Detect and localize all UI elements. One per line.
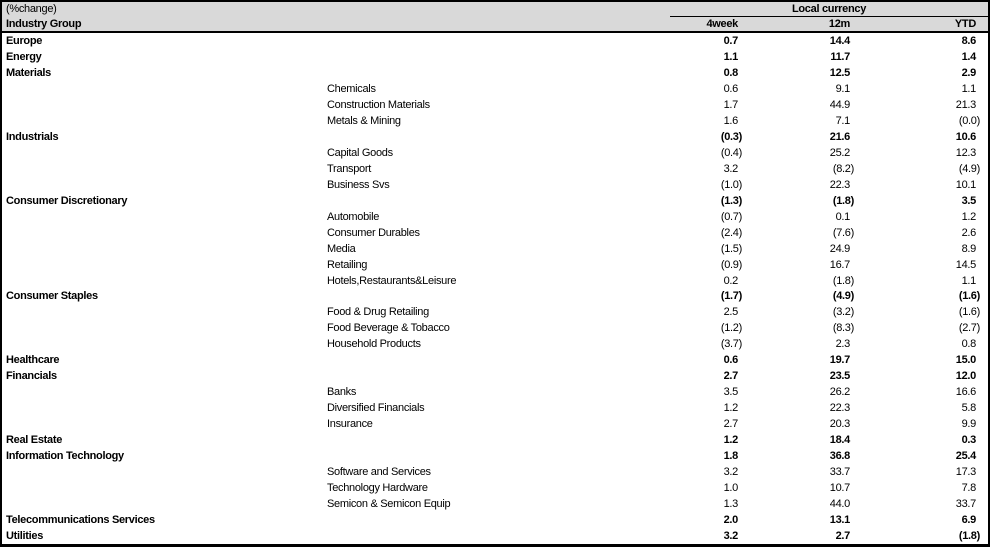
value-cell: 9.9 [961,418,976,431]
value-cell: 0.3 [961,434,976,447]
local-currency-group-header: Local currency [670,2,988,17]
value-cell: (1.7) [720,290,742,303]
value-cell: 0.7 [723,34,738,47]
value-cell: 26.2 [829,386,850,399]
header-row-units [2,2,988,17]
value-cell: 10.7 [829,482,850,495]
table-row [2,129,988,145]
header-row-columns [2,17,988,32]
industry-group-label: Real Estate [6,434,63,447]
value-cell: 1.4 [961,50,976,63]
value-cell: 1.8 [723,450,738,463]
table-row [2,49,988,65]
value-cell: 2.9 [961,66,976,79]
table-row [2,464,988,480]
table-row [2,97,988,113]
table-row [2,145,988,161]
value-cell: (8.2) [832,162,854,175]
table-row [2,289,988,305]
industry-subgroup-label: Food & Drug Retailing [327,306,429,319]
industry-subgroup-label: Semicon & Semicon Equip [327,498,451,511]
value-cell: 14.5 [955,258,976,271]
value-cell: 18.4 [829,434,850,447]
industry-subgroup-label: Diversified Financials [327,402,425,415]
value-cell: 2.7 [723,370,738,383]
value-cell: (0.9) [720,258,742,271]
value-cell: 2.6 [961,226,976,239]
value-cell: 33.7 [955,498,976,511]
value-cell: (4.9) [832,290,854,303]
industry-subgroup-label: Transport [327,162,371,175]
value-cell: (1.6) [958,290,980,303]
value-cell: 16.6 [955,386,976,399]
value-cell: (1.8) [958,530,980,543]
table-row [2,209,988,225]
value-cell: 44.0 [829,498,850,511]
industry-subgroup-label: Banks [327,386,357,399]
value-cell: 2.0 [723,514,738,527]
value-cell: (1.2) [720,322,742,335]
industry-subgroup-label: Hotels,Restaurants&Leisure [327,274,457,287]
value-cell: 1.2 [961,210,976,223]
table-row [2,320,988,336]
table-row [2,432,988,448]
industry-group-label: Materials [6,66,51,79]
industry-group-label: Utilities [6,530,44,543]
value-cell: 0.2 [723,274,738,287]
value-cell: (4.9) [958,162,980,175]
value-cell: 12.5 [829,66,850,79]
industry-subgroup-label: Business Svs [327,178,390,191]
industry-subgroup-label: Household Products [327,338,421,351]
value-cell: 22.3 [829,178,850,191]
industry-subgroup-label: Consumer Durables [327,226,420,239]
value-cell: 20.3 [829,418,850,431]
industry-subgroup-label: Media [327,242,356,255]
value-cell: 1.3 [723,498,738,511]
value-cell: 8.9 [961,242,976,255]
value-cell: 2.7 [723,418,738,431]
table-row [2,81,988,97]
value-cell: 44.9 [829,98,850,111]
value-cell: (0.7) [720,210,742,223]
column-header-ytd: YTD [954,17,976,30]
industry-group-label: Financials [6,370,57,383]
industry-subgroup-label: Food Beverage & Tobacco [327,322,450,335]
value-cell: 1.2 [723,434,738,447]
value-cell: 7.1 [835,114,850,127]
value-cell: 1.2 [723,402,738,415]
industry-subgroup-label: Chemicals [327,82,376,95]
industry-subgroup-label: Metals & Mining [327,114,401,127]
value-cell: 21.6 [829,130,850,143]
value-cell: 1.1 [961,82,976,95]
value-cell: 5.8 [961,402,976,415]
value-cell: 3.2 [723,162,738,175]
value-cell: 25.4 [955,450,976,463]
table-row [2,528,988,544]
value-cell: 0.6 [723,82,738,95]
value-cell: 6.9 [961,514,976,527]
table-row [2,193,988,209]
table-row [2,496,988,512]
industry-subgroup-label: Software and Services [327,466,431,479]
value-cell: 0.8 [961,338,976,351]
value-cell: 2.3 [835,338,850,351]
table-row [2,257,988,273]
value-cell: (0.0) [958,114,980,127]
table-row [2,480,988,496]
value-cell: 3.5 [723,386,738,399]
industry-group-label: Information Technology [6,450,124,463]
value-cell: 3.2 [723,466,738,479]
value-cell: (2.7) [958,322,980,335]
value-cell: 1.1 [723,50,738,63]
value-cell: 25.2 [829,146,850,159]
value-cell: 24.9 [829,242,850,255]
value-cell: (1.8) [832,274,854,287]
value-cell: 1.0 [723,482,738,495]
industry-subgroup-label: Retailing [327,258,368,271]
table-row [2,113,988,129]
value-cell: 12.0 [955,370,976,383]
value-cell: 8.6 [961,34,976,47]
industry-group-label: Energy [6,50,42,63]
value-cell: 3.5 [961,194,976,207]
table-row [2,368,988,384]
value-cell: 14.4 [829,34,850,47]
industry-subgroup-label: Construction Materials [327,98,430,111]
value-cell: 10.1 [955,178,976,191]
table-row [2,512,988,528]
industry-group-column-header: Industry Group [6,17,82,30]
table-body [2,33,988,544]
industry-group-label: Europe [6,34,43,47]
table-row [2,336,988,352]
table-row [2,273,988,289]
industry-group-label: Healthcare [6,354,60,367]
industry-group-label: Consumer Discretionary [6,194,128,207]
value-cell: 17.3 [955,466,976,479]
column-header-12m: 12m [828,17,850,30]
value-cell: 21.3 [955,98,976,111]
table-row [2,352,988,368]
table-header [2,2,988,33]
value-cell: 19.7 [829,354,850,367]
table-row [2,65,988,81]
value-cell: (2.4) [720,226,742,239]
value-cell: (8.3) [832,322,854,335]
value-cell: (0.3) [720,130,742,143]
value-cell: 36.8 [829,450,850,463]
table-row [2,241,988,257]
value-cell: 1.6 [723,114,738,127]
value-cell: 1.1 [961,274,976,287]
table-row [2,304,988,320]
value-cell: 23.5 [829,370,850,383]
value-cell: 2.5 [723,306,738,319]
industry-group-label: Industrials [6,130,59,143]
value-cell: 3.2 [723,530,738,543]
value-cell: 0.8 [723,66,738,79]
industry-subgroup-label: Capital Goods [327,146,393,159]
table-row [2,161,988,177]
table-row [2,384,988,400]
industry-subgroup-label: Automobile [327,210,380,223]
industry-subgroup-label: Insurance [327,418,373,431]
value-cell: 2.7 [835,530,850,543]
value-cell: 9.1 [835,82,850,95]
table-row [2,177,988,193]
table-row [2,416,988,432]
table-row [2,225,988,241]
unit-label: (%change) [6,3,57,16]
value-cell: 0.6 [723,354,738,367]
value-cell: (1.5) [720,242,742,255]
industry-group-label: Consumer Staples [6,290,98,303]
industry-subgroup-label: Technology Hardware [327,482,428,495]
value-cell: 7.8 [961,482,976,495]
value-cell: 13.1 [829,514,850,527]
value-cell: 1.7 [723,98,738,111]
value-cell: 11.7 [830,50,850,63]
table-row [2,448,988,464]
value-cell: (3.7) [720,338,742,351]
value-cell: 33.7 [829,466,850,479]
value-cell: (1.8) [832,194,854,207]
column-header-4week: 4week [706,17,738,30]
value-cell: (0.4) [720,146,742,159]
value-cell: 0.1 [835,210,850,223]
value-cell: (1.3) [720,194,742,207]
value-cell: (1.0) [720,178,742,191]
value-cell: 22.3 [829,402,850,415]
industry-group-label: Telecommunications Services [6,514,155,527]
value-cell: 16.7 [829,258,850,271]
value-cell: 15.0 [955,354,976,367]
table-row [2,400,988,416]
value-cell: (3.2) [832,306,854,319]
value-cell: 10.6 [955,130,976,143]
table-row [2,33,988,49]
value-cell: (1.6) [958,306,980,319]
value-cell: (7.6) [832,226,854,239]
value-cell: 12.3 [955,146,976,159]
